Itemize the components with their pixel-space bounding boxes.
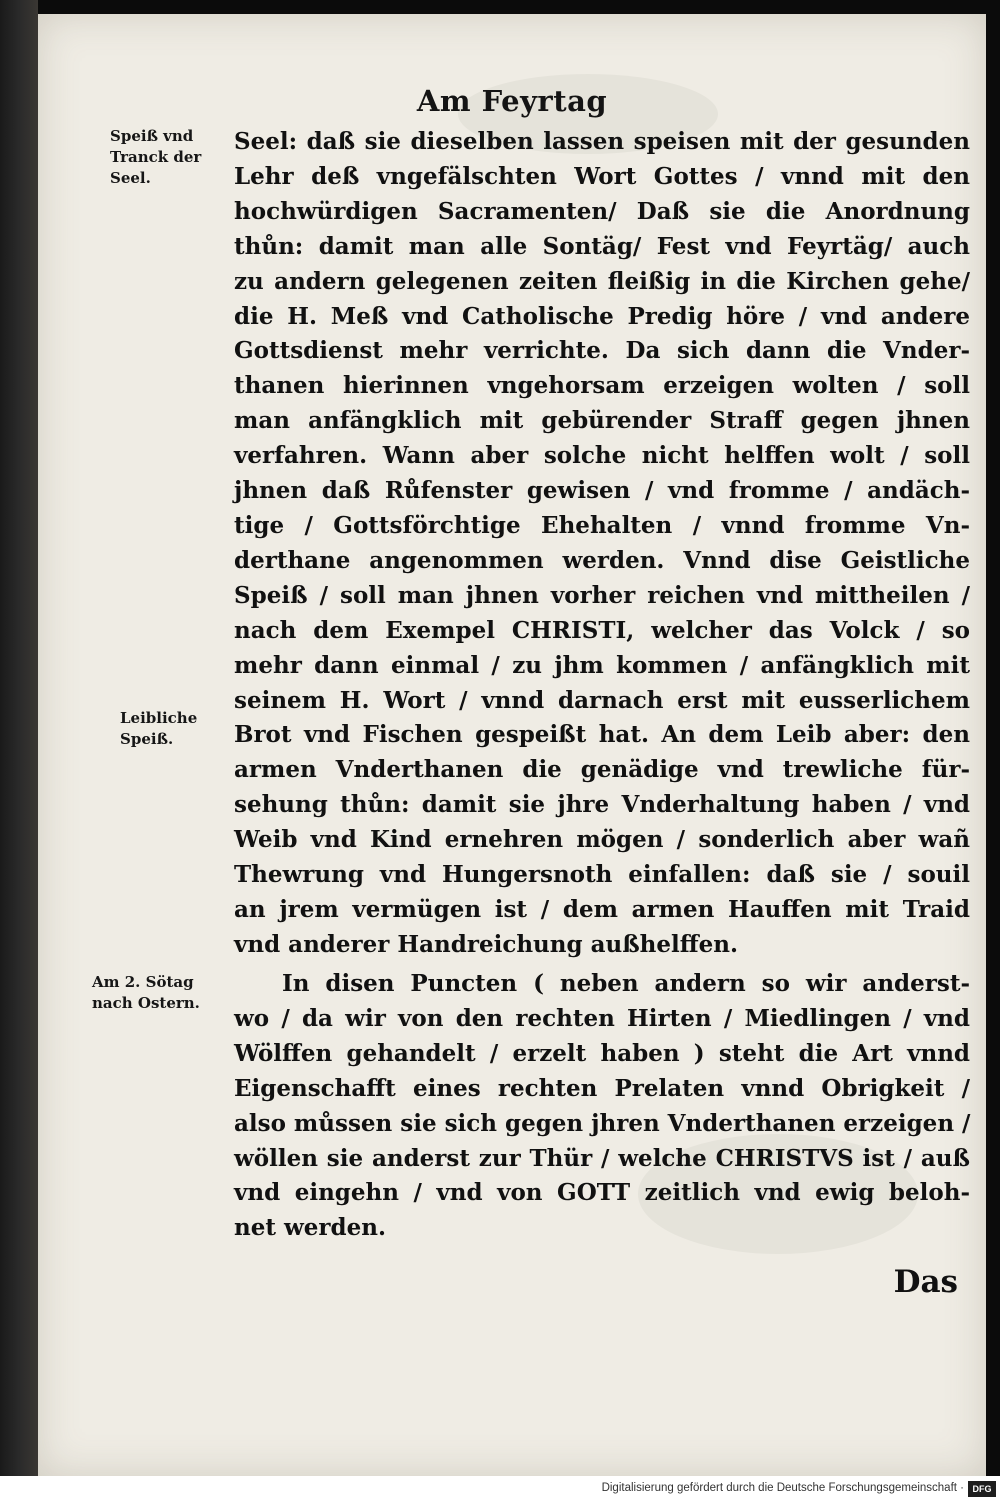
margin-note-line: Am 2. Sötag — [92, 973, 194, 991]
margin-note-line: Speiß. — [120, 730, 174, 748]
text-line: Seel: daß sie dieselben lassen speisen mit der gesunden — [234, 128, 970, 155]
text-line: Speiß / soll man jhnen vorher reichen vnd mittheilen / — [234, 581, 970, 609]
text-line: die H. Meß vnd Catholische Predig höre / vnd andere — [234, 302, 970, 330]
text-line: armen Vnderthanen die genädige vnd trewliche für- — [234, 756, 970, 784]
text-line: wöllen sie anderst zur Thür / welche CHRISTVS ist / auß — [234, 1144, 970, 1172]
text-line: net werden. — [234, 1214, 386, 1242]
book-page — [38, 14, 986, 1476]
margin-note-speiss-tranck — [110, 126, 230, 189]
text-line: zu andern gelegenen zeiten fleißig in die Kirchen gehe/ — [234, 267, 970, 295]
text-line: Thewrung vnd Hungersnoth einfallen: daß sie / souil — [234, 861, 970, 889]
running-header: Am Feyrtag — [416, 84, 608, 118]
paragraph-2 — [234, 967, 970, 1246]
dfg-logo-icon: DFG — [968, 1481, 996, 1497]
text-line: thanen hierinnen vngehorsam erzeigen wolten / soll — [234, 372, 970, 400]
text-line: In disen Puncten ( neben andern so wir anderst- — [282, 970, 970, 997]
margin-note-line: nach Ostern. — [92, 994, 200, 1012]
margin-note-sontag-ostern — [92, 972, 212, 1014]
text-line: vnd anderer Handreichung außhelffen. — [234, 930, 739, 958]
text-line: hochwürdigen Sacramenten/ Daß sie die Anordnung — [234, 197, 970, 225]
text-line: Eigenschafft eines rechten Prelaten vnnd Obrigkeit / — [234, 1074, 970, 1102]
text-line: Weib vnd Kind ernehren mögen / sonderlich aber wañ — [234, 826, 970, 854]
text-line: Gottsdienst mehr verrichte. Da sich dann die Vnder- — [234, 337, 970, 365]
text-line: vnd eingehn / vnd von GOTT zeitlich vnd ewig beloh- — [234, 1179, 970, 1207]
footer-credit: Digitalisierung gefördert durch die Deutsche Forschungsgemeinschaft · — [601, 1482, 964, 1494]
text-line: Wölffen gehandelt / erzelt haben ) steht die Art vnnd — [234, 1039, 970, 1067]
text-line: jhnen daß Růfenster gewisen / vnd fromme / andäch- — [234, 477, 970, 505]
margin-note-line: Leibliche — [120, 709, 198, 727]
text-line: mehr dann einmal / zu jhm kommen / anfängklich mit — [234, 651, 970, 679]
margin-note-line: Speiß vnd — [110, 127, 194, 145]
text-line: Lehr deß vngefälschten Wort Gottes / vnnd mit den — [234, 162, 970, 190]
catchword: Das — [893, 1264, 958, 1300]
paragraph-1 — [234, 125, 970, 963]
text-line: derthane angenommen werden. Vnnd dise Geistliche — [234, 546, 970, 574]
text-line: Brot vnd Fischen gespeißt hat. An dem Leib aber: den — [234, 721, 970, 749]
text-line: man anfängklich mit gebürender Straff gegen jhnen — [234, 407, 970, 435]
digitization-footer — [0, 1476, 1000, 1504]
text-line: thůn: damit man alle Sontäg/ Fest vnd Feyrtäg/ auch — [234, 232, 970, 260]
book-gutter — [0, 0, 38, 1476]
margin-note-line: Tranck der — [110, 148, 202, 166]
text-line: also můssen sie sich gegen jhren Vnderthanen erzeigen / — [234, 1109, 971, 1137]
margin-note-leibliche-speiss — [120, 708, 240, 750]
text-line: sehung thůn: damit sie jhre Vnderhaltung haben / vnd — [234, 791, 970, 819]
text-line: wo / da wir von den rechten Hirten / Miedlingen / vnd — [234, 1004, 970, 1032]
margin-note-line: Seel. — [110, 169, 151, 187]
text-line: verfahren. Wann aber solche nicht helffen wolt / soll — [234, 442, 970, 470]
text-line: nach dem Exempel CHRISTI, welcher das Volck / so — [234, 616, 970, 644]
text-line: an jrem vermügen ist / dem armen Hauffen mit Traid — [234, 895, 970, 923]
text-line: tige / Gottsförchtige Ehehalten / vnnd fromme Vn- — [234, 511, 970, 539]
text-line: seinem H. Wort / vnnd darnach erst mit eusserlichem — [234, 686, 970, 714]
